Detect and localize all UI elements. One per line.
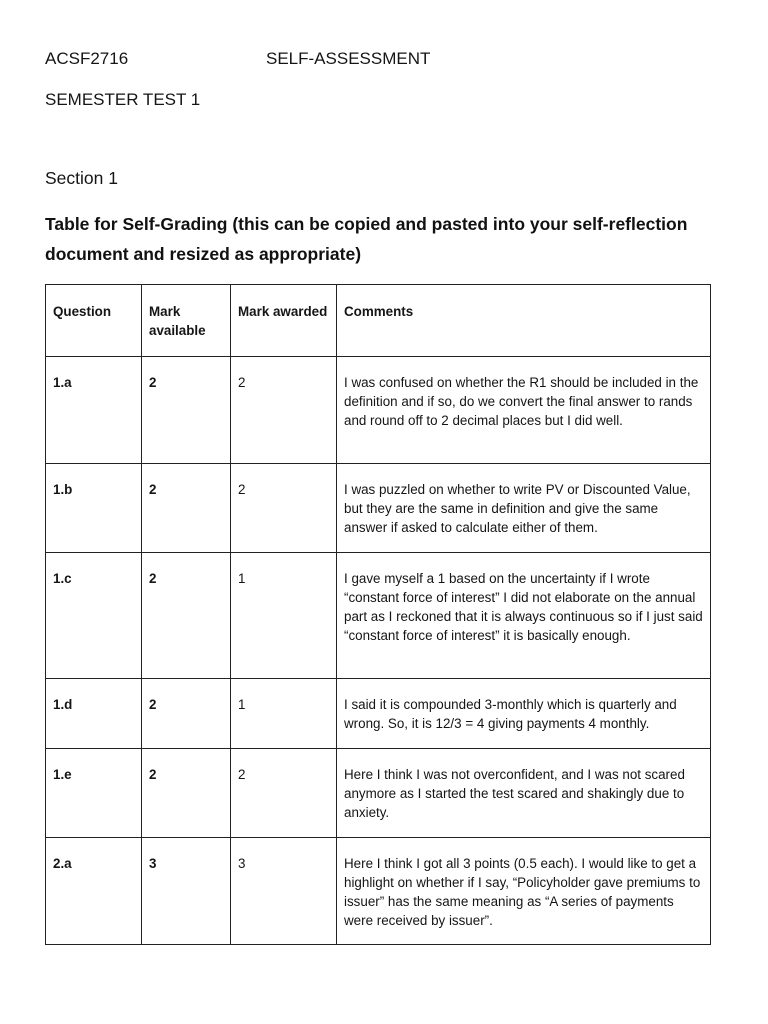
question-cell: 1.c — [46, 553, 142, 679]
mark-awarded-cell: 2 — [231, 464, 337, 553]
table-row — [46, 679, 711, 749]
header-mark-awarded: Mark awarded — [231, 285, 337, 357]
comment-cell: I was confused on whether the R1 should be included in the definition and if so, do we convert the final answer to rands and round off to 2 decimal places but I did well. — [337, 357, 711, 464]
header-mark-available: Mark available — [142, 285, 231, 357]
section-heading: Section 1 — [45, 168, 118, 188]
table-row — [46, 553, 711, 679]
question-cell: 1.a — [46, 357, 142, 464]
header-comments: Comments — [337, 285, 711, 357]
mark-available-cell: 2 — [142, 553, 231, 679]
header-question: Question — [46, 285, 142, 357]
comment-cell: I was puzzled on whether to write PV or Discounted Value, but they are the same in definition and give the same answer if asked to calculate either of them. — [337, 464, 711, 553]
table-row — [46, 357, 711, 464]
mark-awarded-cell: 1 — [231, 553, 337, 679]
mark-available-cell: 2 — [142, 357, 231, 464]
table-header-row — [46, 285, 711, 357]
mark-available-cell: 2 — [142, 749, 231, 838]
comment-cell: I gave myself a 1 based on the uncertainty if I wrote “constant force of interest” I did not elaborate on the annual part as I reckoned that it is always continuous so if I just said “constant force of interest” it is basically enough. — [337, 553, 711, 679]
comment-cell: I said it is compounded 3-monthly which is quarterly and wrong. So, it is 12/3 = 4 giving payments 4 monthly. — [337, 679, 711, 749]
mark-awarded-cell: 2 — [231, 357, 337, 464]
question-cell: 1.b — [46, 464, 142, 553]
mark-available-cell: 2 — [142, 464, 231, 553]
table-title: Table for Self-Grading (this can be copied and pasted into your self-reflection document and resized as appropriate) — [45, 214, 688, 264]
question-cell: 1.d — [46, 679, 142, 749]
table-row — [46, 749, 711, 838]
mark-awarded-cell: 1 — [231, 679, 337, 749]
question-cell: 1.e — [46, 749, 142, 838]
mark-available-cell: 3 — [142, 838, 231, 945]
comment-cell: Here I think I got all 3 points (0.5 each). I would like to get a highlight on whether if I say, “Policyholder gave premiums to issuer” has the same meaning as “A series of payments were received by issuer”. — [337, 838, 711, 945]
question-cell: 2.a — [46, 838, 142, 945]
test-name: SEMESTER TEST 1 — [45, 90, 201, 109]
table-row — [46, 838, 711, 945]
document-type: SELF-ASSESSMENT — [266, 49, 431, 68]
mark-awarded-cell: 2 — [231, 749, 337, 838]
course-code: ACSF2716 — [45, 49, 129, 68]
mark-awarded-cell: 3 — [231, 838, 337, 945]
comment-cell: Here I think I was not overconfident, and I was not scared anymore as I started the test scared and shakingly due to anxiety. — [337, 749, 711, 838]
mark-available-cell: 2 — [142, 679, 231, 749]
table-row — [46, 464, 711, 553]
self-grading-table — [45, 284, 711, 945]
